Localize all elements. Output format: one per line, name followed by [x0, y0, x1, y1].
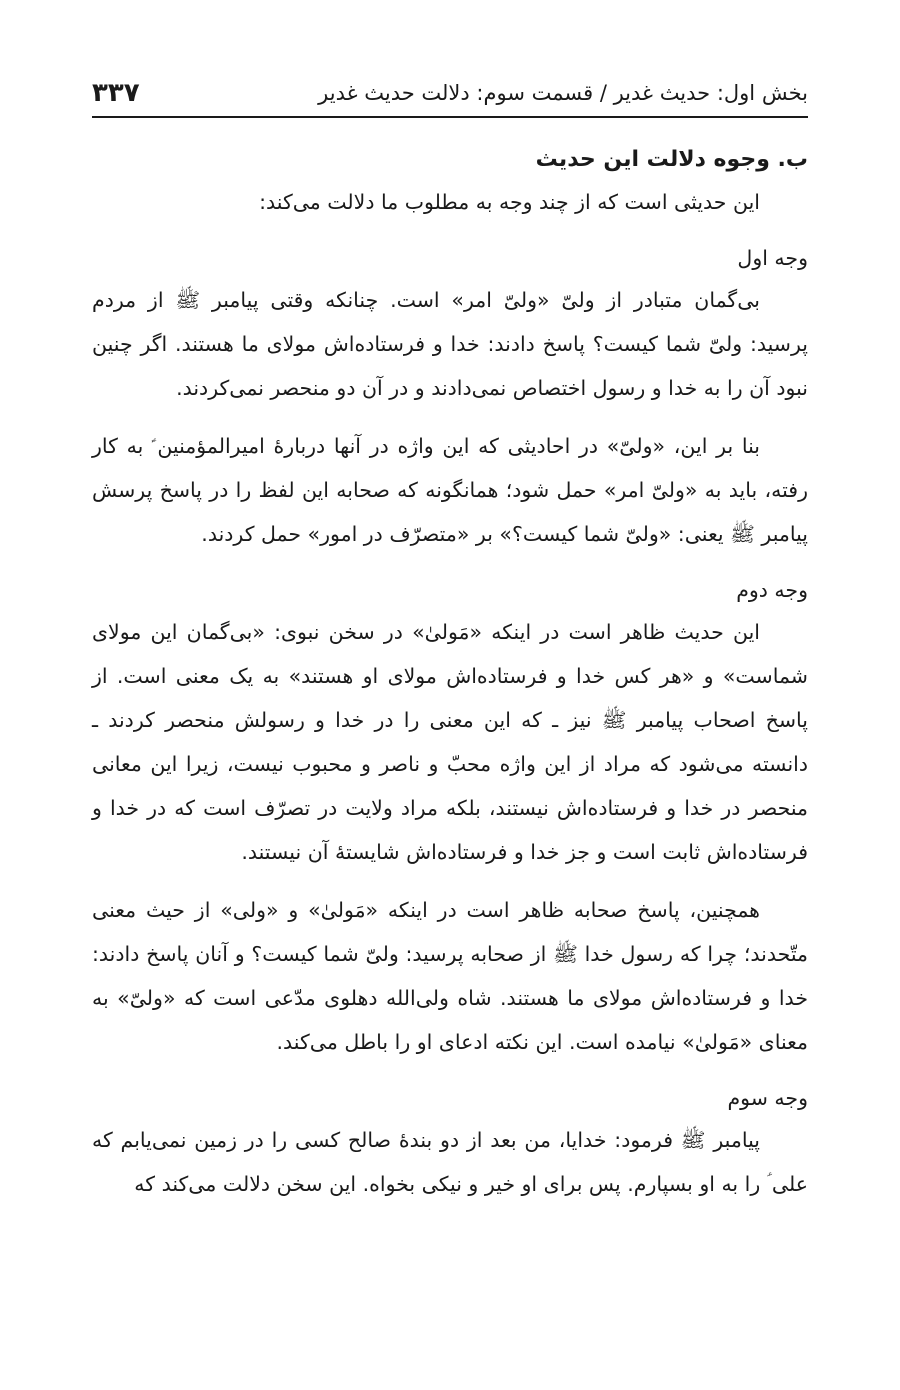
page-body: [92, 140, 808, 1206]
paragraph: پیامبر ﷺ فرمود: خدایا، من بعد از دو بندهٔ صالح کسی را در زمین نمی‌یابم که علی ؑ را به او بسپارم. پس برای او خیر و نیکی بخواه. این سخن دلالت می‌کند که: [92, 1128, 808, 1196]
section-heading: ب. وجوه دلالت این حدیث: [535, 147, 808, 172]
aspect-heading-first: وجه اول: [737, 246, 808, 270]
running-title: بخش اول: حدیث غدیر / قسمت سوم: دلالت حدیث غدیر: [318, 81, 808, 105]
page-number: ۳۳۷: [92, 78, 140, 108]
aspect-heading-second: وجه دوم: [736, 578, 808, 602]
paragraph: بنا بر این، «ولیّ» در احادیثی که این واژه در آنها دربارهٔ امیرالمؤمنین ؑ به کار رفته، باید به «ولیّ امر» حمل شود؛ همانگونه که صحابه این لفظ را در پاسخ پرسش پیامبر ﷺ یعنی: «ولیّ شما کیست؟» بر «متصرّف در امور» حمل کردند.: [92, 434, 808, 546]
running-header: [92, 72, 808, 108]
paragraph: همچنین، پاسخ صحابه ظاهر است در اینکه «مَولیٰ» و «ولی» از حیث معنی متّحدند؛ چرا که رسول خدا ﷺ از صحابه پرسید: ولیّ شما کیست؟ و آنان پاسخ دادند: خدا و فرستاده‌اش مولای ما هستند. شاه ولی‌الله دهلوی مدّعی است که «ولیّ» به معنای «مَولیٰ» نیامده است. این نکته ادعای او را باطل می‌کند.: [92, 898, 808, 1054]
header-rule: [92, 116, 808, 118]
paragraph: بی‌گمان متبادر از ولیّ «ولیّ امر» است. چنانکه وقتی پیامبر ﷺ از مردم پرسید: ولیّ شما کیست؟ پاسخ دادند: خدا و فرستاده‌اش مولای ما هستند. اگر چنین نبود آن را به خدا و رسول اختصاص نمی‌دادند و در آن دو منحصر نمی‌کردند.: [92, 288, 808, 400]
paragraph: این حدیث ظاهر است در اینکه «مَولیٰ» در سخن نبوی: «بی‌گمان این مولای شماست» و «هر کس خدا و فرستاده‌اش مولای او هستند» به یک معنی است. از پاسخ اصحاب پیامبر ﷺ نیز ـ که این معنی را در خدا و رسولش منحصر کردند ـ دانسته می‌شود که مراد از این واژه محبّ و ناصر و محبوب نیست، زیرا این معانی منحصر در خدا و فرستاده‌اش نیستند، بلکه مراد ولایت در تصرّف است که در خدا و فرستاده‌اش ثابت است و جز خدا و فرستاده‌اش شایستهٔ آن نیستند.: [92, 620, 808, 864]
book-page: [92, 0, 808, 1390]
aspect-heading-third: وجه سوم: [727, 1086, 808, 1110]
section-intro: این حدیثی است که از چند وجه به مطلوب ما دلالت می‌کند:: [259, 190, 760, 214]
